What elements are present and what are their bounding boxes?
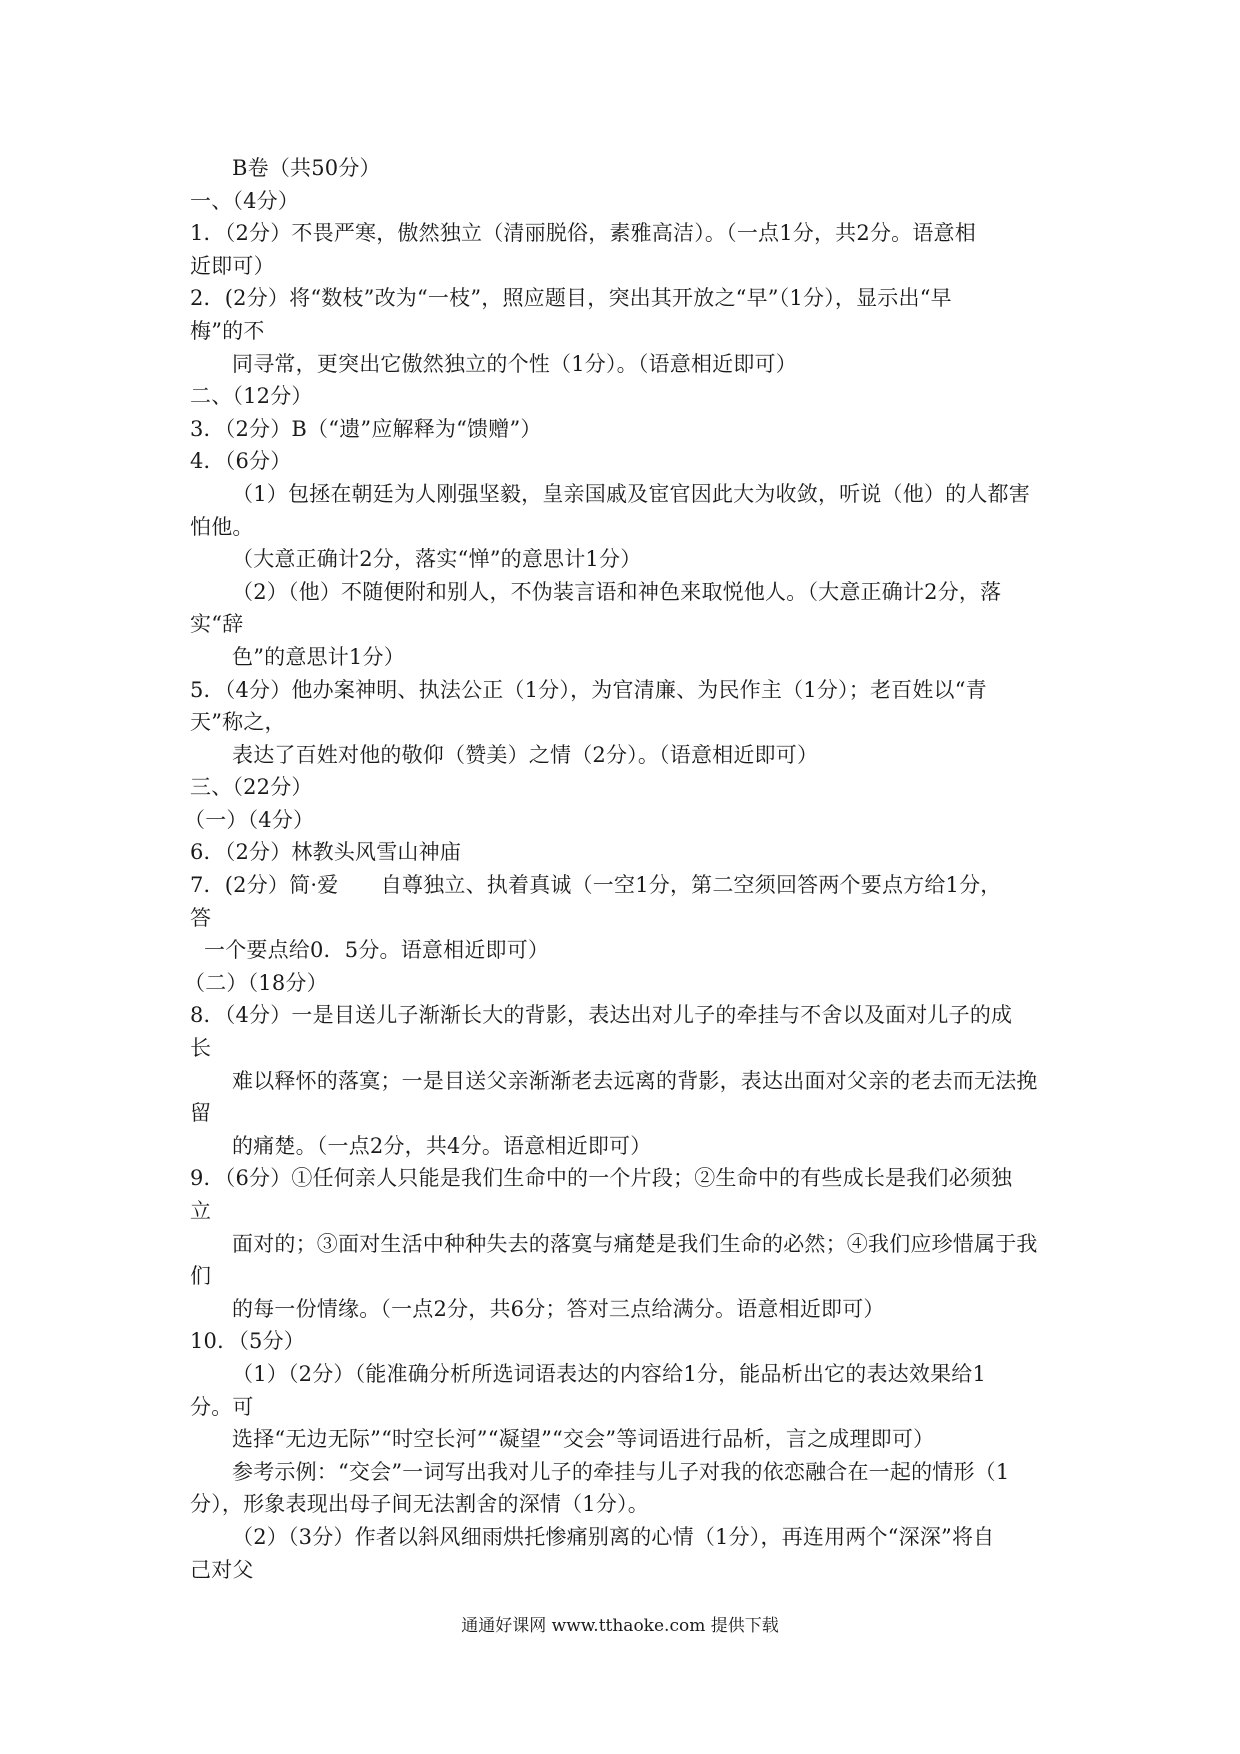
answer-line: 一个要点给0．5分。语意相近即可） [204,938,550,963]
answer-line: 1．（2分）不畏严寒，傲然独立（清丽脱俗，素雅高洁）。（一点1分，共2分。语意相 [190,221,976,246]
answer-line: 立 [190,1199,212,1223]
answer-line: 留 [190,1101,212,1126]
answer-line: （2）（他）不随便附和别人，不伪装言语和神色来取悦他人。（大意正确计2分，落 [232,579,1002,604]
answer-line: 8．（4分）一是目送儿子渐渐长大的背影，表达出对儿子的牵挂与不舍以及面对儿子的成 [190,1003,1013,1028]
answer-line: 2．(2分）将“数枝”改为“一枝”，照应题目，突出其开放之“早”（1分），显示出“早 [190,286,952,311]
answer-key-content [184,152,1070,1586]
answer-line: 3．（2分）B（“遗”应解释为“馈赠”） [190,416,542,441]
answer-line: 9．（6分）①任何亲人只能是我们生命中的一个片段；②生命中的有些成长是我们必须独 [190,1166,1013,1191]
answer-line: （1）包拯在朝廷为人刚强坚毅，皇亲国戚及宦官因此大为收敛，听说（他）的人都害 [232,481,1030,506]
answer-line: 天”称之， [190,710,286,735]
answer-line: 6．（2分）林教头风雪山神庙 [190,840,462,865]
answer-line: 怕他。 [190,514,254,539]
answer-line: （大意正确计2分，落实“惮”的意思计1分） [232,547,642,572]
answer-line: 面对的；③面对生活中种种失去的落寞与痛楚是我们生命的必然；④我们应珍惜属于我 [232,1231,1038,1256]
section-heading: 二、（12分） [190,384,313,409]
answer-line: 梅”的不 [190,318,265,343]
answer-line: 分），形象表现出母子间无法割舍的深情（1分）。 [190,1492,649,1517]
answer-line: 的每一份情缘。（一点2分，共6分；答对三点给满分。语意相近即可） [232,1296,885,1321]
answer-line: 同寻常，更突出它傲然独立的个性（1分）。（语意相近即可） [232,351,797,376]
answer-line: 选择“无边无际”“时空长河”“凝望”“交会”等词语进行品析，言之成理即可） [232,1427,935,1452]
section-title: B卷（共50分） [232,156,381,180]
answer-line: 7．(2分）简·爱 自尊独立、执着真诚（一空1分，第二空须回答两个要点方给1分， [190,873,1002,898]
answer-line: 色”的意思计1分） [232,644,405,669]
answer-line: 答 [190,905,212,930]
answer-line: 近即可） [190,253,275,278]
answer-line: 4．（6分） [190,449,292,474]
answer-line: 们 [190,1264,212,1289]
section-heading: 一、（4分） [190,188,300,213]
page-footer: 通通好课网 www.tthaoke.com 提供下载 [461,1616,779,1636]
answer-line: （1）（2分）（能准确分析所选词语表达的内容给1分，能品析出它的表达效果给1 [232,1361,987,1386]
answer-line: 表达了百姓对他的敬仰（赞美）之情（2分）。（语意相近即可） [232,742,819,767]
answer-line: 难以释怀的落寞；一是目送父亲渐渐老去远离的背影，表达出面对父亲的老去而无法挽 [232,1068,1038,1093]
answer-line: 的痛楚。（一点2分，共4分。语意相近即可） [232,1133,652,1158]
answer-line: 参考示例：“交会”一词写出我对儿子的牵挂与儿子对我的依恋融合在一起的情形（1 [232,1459,1010,1484]
answer-line: （2）（3分）作者以斜风细雨烘托惨痛别离的心情（1分），再连用两个“深深”将自 [232,1524,995,1549]
answer-line: 分。可 [190,1394,254,1419]
section-heading: 三、（22分） [190,775,313,800]
answer-line: 5．（4分）他办案神明、执法公正（1分），为官清廉、为民作主（1分）；老百姓以“青 [190,677,987,702]
subsection-heading: （二）（18分） [184,970,328,995]
answer-line: 10．（5分） [190,1329,305,1354]
subsection-heading: （一）（4分） [184,807,315,832]
answer-line: 实“辞 [190,612,244,637]
answer-line: 长 [190,1036,212,1061]
answer-line: 己对父 [190,1557,254,1582]
